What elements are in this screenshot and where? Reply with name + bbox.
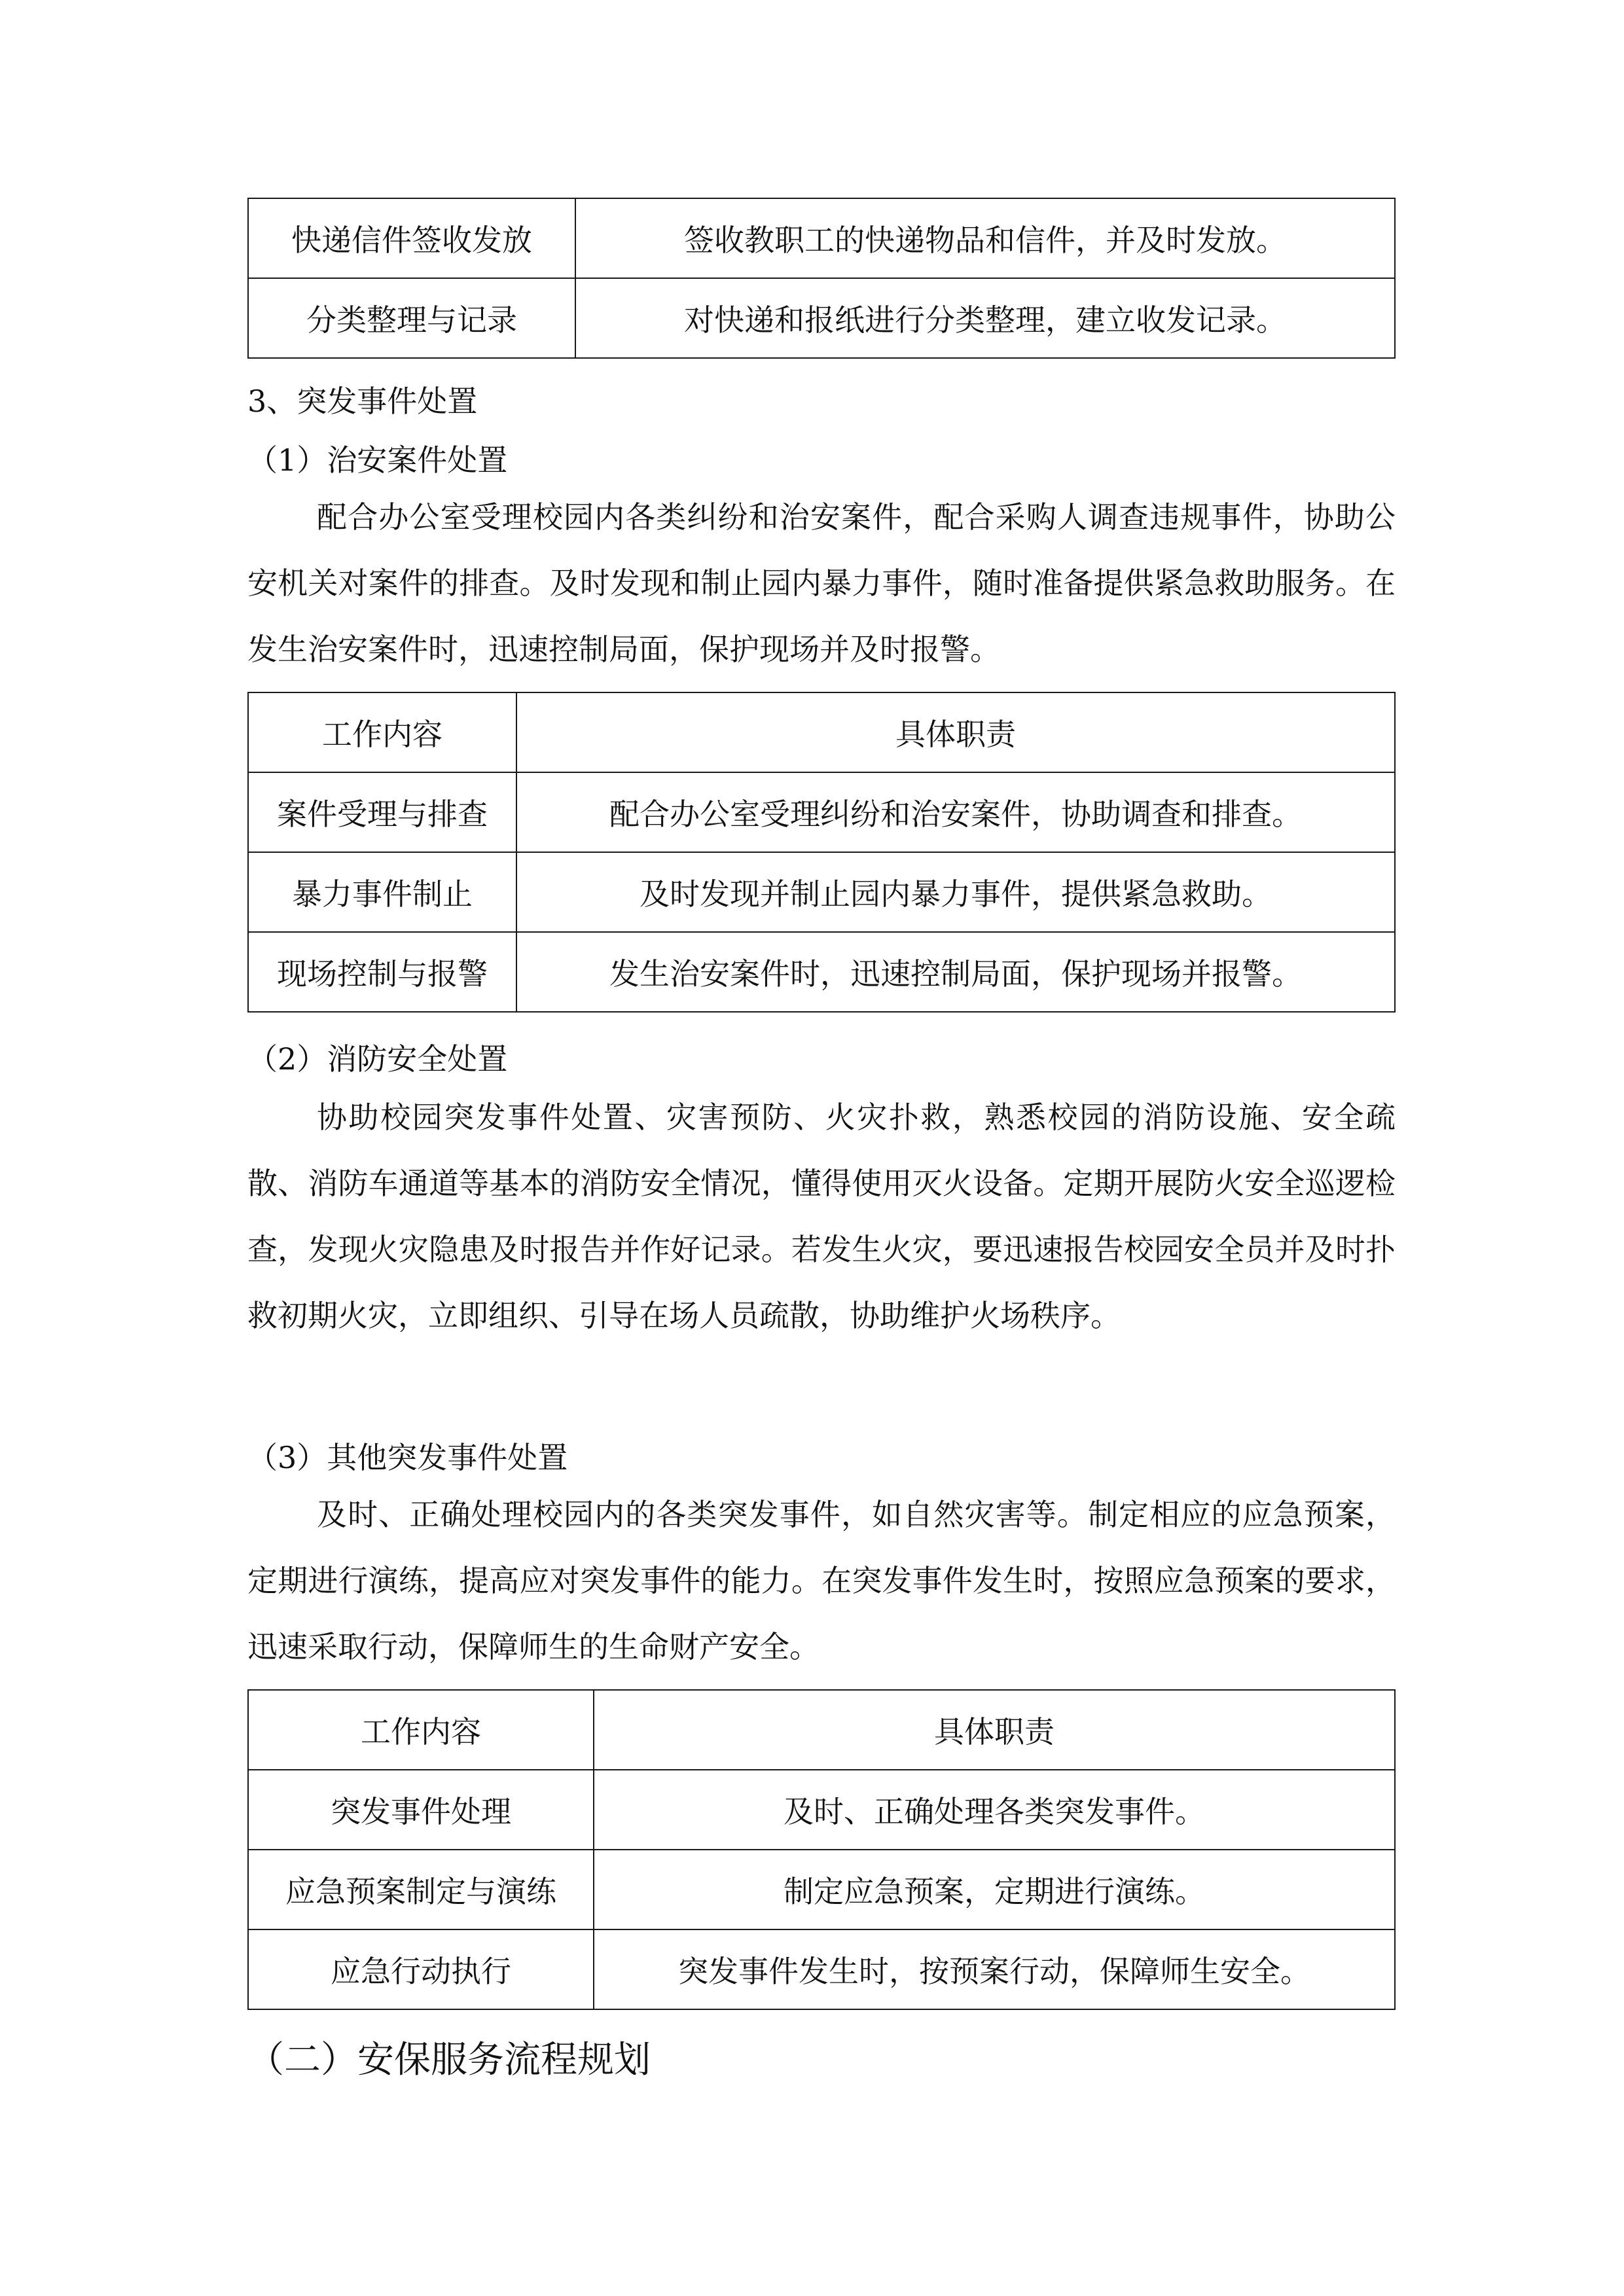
subsection-3-title: （3）其他突发事件处置 [247, 1440, 568, 1475]
subsection-1-title: （1）治安案件处置 [247, 442, 508, 478]
table-cell-duty: 签收教职工的快递物品和信件，并及时发放。 [575, 198, 1395, 278]
subsection-1-paragraph: 配合办公室受理校园内各类纠纷和治安案件，配合采购人调查违规事件，协助公安机关对案件的排查。及时发现和制止园内暴力事件，随时准备提供紧急救助服务。在发生治安案件时，迅速控制局面，保护现场并及时报警。 [247, 499, 1396, 667]
table-header-cell: 工作内容 [248, 1690, 594, 1770]
table-row [248, 1850, 1395, 1929]
table-header-cell: 具体职责 [594, 1690, 1395, 1770]
table-cell-item: 分类整理与记录 [248, 278, 575, 358]
table-cell-duty: 及时发现并制止园内暴力事件，提供紧急救助。 [516, 852, 1395, 932]
section-heading-2: （二）安保服务流程规划 [247, 2039, 651, 2081]
table-security-cases [247, 692, 1396, 1013]
table-header-cell: 具体职责 [516, 692, 1395, 772]
table-cell-duty: 对快递和报纸进行分类整理，建立收发记录。 [575, 278, 1395, 358]
table-cell-duty: 制定应急预案，定期进行演练。 [594, 1850, 1395, 1929]
table-row [248, 278, 1395, 358]
subsection-2-title: （2）消防安全处置 [247, 1041, 508, 1077]
table-cell-item: 应急行动执行 [248, 1929, 594, 2009]
table-row [248, 1770, 1395, 1850]
table-cell-item: 暴力事件制止 [248, 852, 516, 932]
table-header-cell: 工作内容 [248, 692, 516, 772]
table-cell-duty: 配合办公室受理纠纷和治安案件，协助调查和排查。 [516, 772, 1395, 852]
table-cell-item: 突发事件处理 [248, 1770, 594, 1850]
table-emergency-handling [247, 1689, 1396, 2010]
section-3-title: 3、突发事件处置 [247, 384, 478, 419]
table-row [248, 1929, 1395, 2009]
table-row [248, 852, 1395, 932]
table-cell-duty: 发生治安案件时，迅速控制局面，保护现场并报警。 [516, 932, 1395, 1012]
table-cell-duty: 及时、正确处理各类突发事件。 [594, 1770, 1395, 1850]
table-row [248, 932, 1395, 1012]
table-mail-duties [247, 198, 1396, 359]
table-cell-item: 应急预案制定与演练 [248, 1850, 594, 1929]
table-cell-item: 快递信件签收发放 [248, 198, 575, 278]
table-cell-item: 案件受理与排查 [248, 772, 516, 852]
table-header-row [248, 692, 1395, 772]
table-cell-item: 现场控制与报警 [248, 932, 516, 1012]
table-cell-duty: 突发事件发生时，按预案行动，保障师生安全。 [594, 1929, 1395, 2009]
table-row [248, 198, 1395, 278]
table-header-row [248, 1690, 1395, 1770]
table-row [248, 772, 1395, 852]
subsection-2-paragraph: 协助校园突发事件处置、灾害预防、火灾扑救，熟悉校园的消防设施、安全疏散、消防车通道等基本的消防安全情况，懂得使用灭火设备。定期开展防火安全巡逻检查，发现火灾隐患及时报告并作好记录。若发生火灾，要迅速报告校园安全员并及时扑救初期火灾，立即组织、引导在场人员疏散，协助维护火场秩序。 [247, 1100, 1396, 1333]
subsection-3-paragraph: 及时、正确处理校园内的各类突发事件，如自然灾害等。制定相应的应急预案，定期进行演练，提高应对突发事件的能力。在突发事件发生时，按照应急预案的要求，迅速采取行动，保障师生的生命财产安全。 [247, 1497, 1396, 1664]
